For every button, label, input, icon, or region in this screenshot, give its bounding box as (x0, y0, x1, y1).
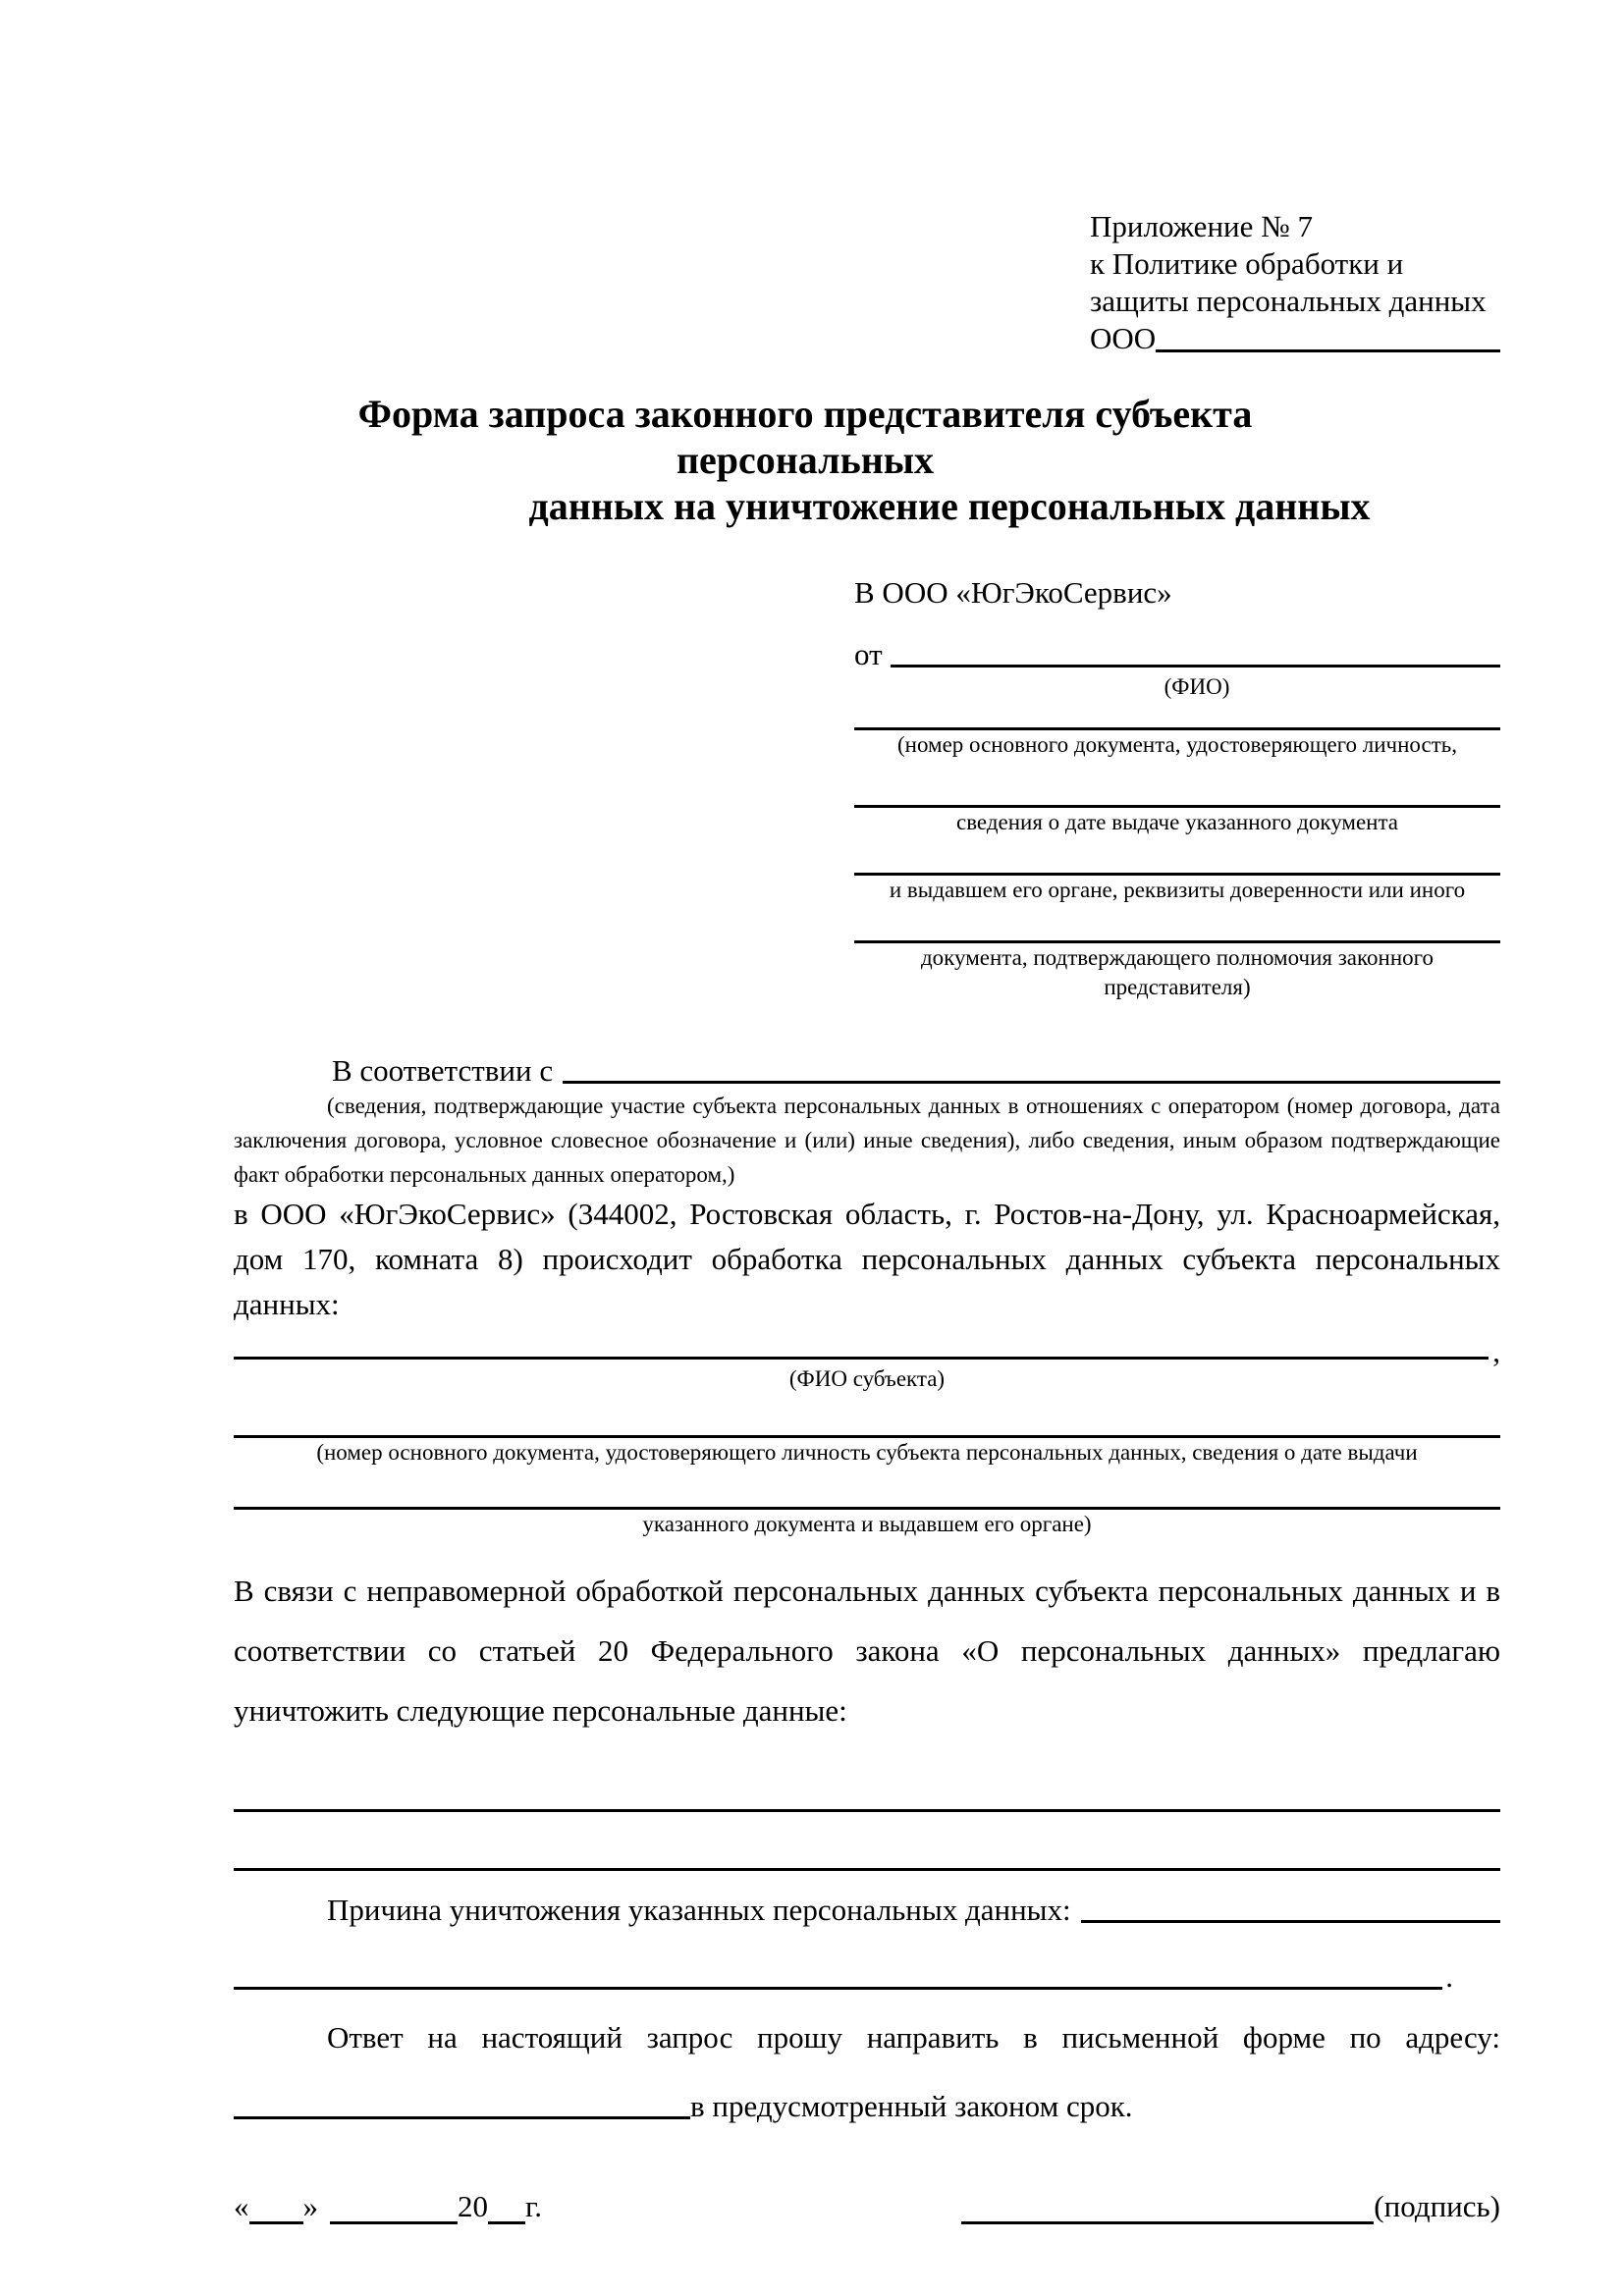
appendix-line: защиты персональных данных (1090, 284, 1487, 318)
appendix-block (1090, 208, 1500, 357)
recipient-block (854, 574, 1500, 1002)
blank-line (854, 837, 1500, 876)
reason-continued-row (234, 1949, 1500, 1995)
comma: , (1492, 1334, 1500, 1368)
blank-day (249, 2192, 303, 2224)
recipient-org: В ООО «ЮгЭкоСервис» (854, 575, 1172, 610)
blank-line (234, 1394, 1500, 1438)
blank-line (234, 1468, 1500, 1510)
blank-line (234, 1357, 1489, 1360)
answer-paragraph: Ответ на настоящий запрос прошу направить в письменной форме по адресу: (327, 2020, 1500, 2055)
signature-caption: (подпись) (1374, 2189, 1500, 2223)
operator-paragraph: в ООО «ЮгЭкоСервис» (344002, Ростовская область, г. Ростов-на-Дону, ул. Красноармейская, дом 170, комната 8) происходит обработка персональных данных субъекта персональных данных: (234, 1197, 1500, 1321)
id-doc-lines (854, 702, 1500, 1002)
form-title-line2: данных на уничтожение персональных данных (528, 484, 1371, 528)
appendix-ooo-row (1090, 320, 1500, 357)
close-quote: » (302, 2189, 318, 2223)
form-title (234, 391, 1500, 529)
appendix-line: Приложение № 7 (1090, 209, 1313, 243)
caption-doc-number: (номер основного документа, удостоверяющего личность, (896, 732, 1457, 757)
blank-line (854, 905, 1500, 943)
caption-doc-issuer: и выдавшем его органе, реквизиты доверенности или иного (889, 878, 1466, 902)
request-paragraph: В связи с неправомерной обработкой персональных данных субъекта персональных данных и в соответствии со статьей 20 Федерального закона «О персональных данных» предлагаю уничтожить следующие персональные данные: (234, 1574, 1500, 1728)
answer-suffix: в предусмотренный законом срок. (690, 2089, 1133, 2123)
blank-line (854, 760, 1500, 808)
answer-address-row (234, 2067, 1500, 2124)
blank-line (234, 2087, 690, 2119)
from-label: от (854, 637, 883, 671)
caption-subject-fio: (ФИО субъекта) (788, 1366, 946, 1391)
blank-line (1081, 1920, 1500, 1923)
blank-line (234, 1756, 1500, 1812)
footer-row (234, 2189, 1500, 2224)
caption-doc-date: сведения о дате выдаче указанного документа (955, 810, 1399, 834)
year-suffix: г. (525, 2189, 542, 2223)
open-quote: « (234, 2189, 249, 2223)
blank-month (330, 2192, 458, 2224)
signature-group (961, 2189, 1500, 2224)
from-row (854, 633, 1500, 672)
accordance-row (234, 1047, 1500, 1089)
blank-year (488, 2192, 525, 2224)
appendix-line: к Политике обработки и (1090, 246, 1404, 281)
subject-fio-row (234, 1333, 1500, 1368)
blank-line (854, 702, 1500, 730)
caption-subject-doc1: (номер основного документа, удостоверяющего личность субъекта персональных данных, сведения о дате выдачи (316, 1440, 1418, 1465)
date-group (234, 2189, 542, 2224)
period: . (1445, 1959, 1453, 1994)
caption-doc-authority: документа, подтверждающего полномочия законного представителя) (920, 945, 1434, 999)
blank-line (891, 665, 1500, 667)
caption-subject-doc2: указанного документа и выдавшем его органе) (642, 1512, 1092, 1536)
reason-row (234, 1883, 1500, 1928)
accordance-caption: (сведения, подтверждающие участие субъекта персональных данных в отношениях с оператором (номер договора, дата заключения договора, условное словесное обозначение и (или) иные сведения), либо сведения, иным образом подтверждающие факт обработки персональных данных оператором,) (234, 1094, 1500, 1187)
blank-line (234, 1987, 1442, 1990)
form-title-line1: Форма запроса законного представителя субъекта персональных (357, 392, 1253, 482)
signature-line (961, 2192, 1374, 2224)
year-prefix: 20 (458, 2189, 488, 2223)
caption-fio: (ФИО) (1164, 674, 1230, 699)
accordance-label: В соответствии с (332, 1053, 554, 1088)
appendix-ooo-label: ООО (1090, 321, 1157, 355)
blank-line (1156, 349, 1500, 352)
blank-line (563, 1081, 1500, 1084)
reason-label: Причина уничтожения указанных персональных данных: (327, 1893, 1071, 1927)
blank-line (234, 1812, 1500, 1871)
